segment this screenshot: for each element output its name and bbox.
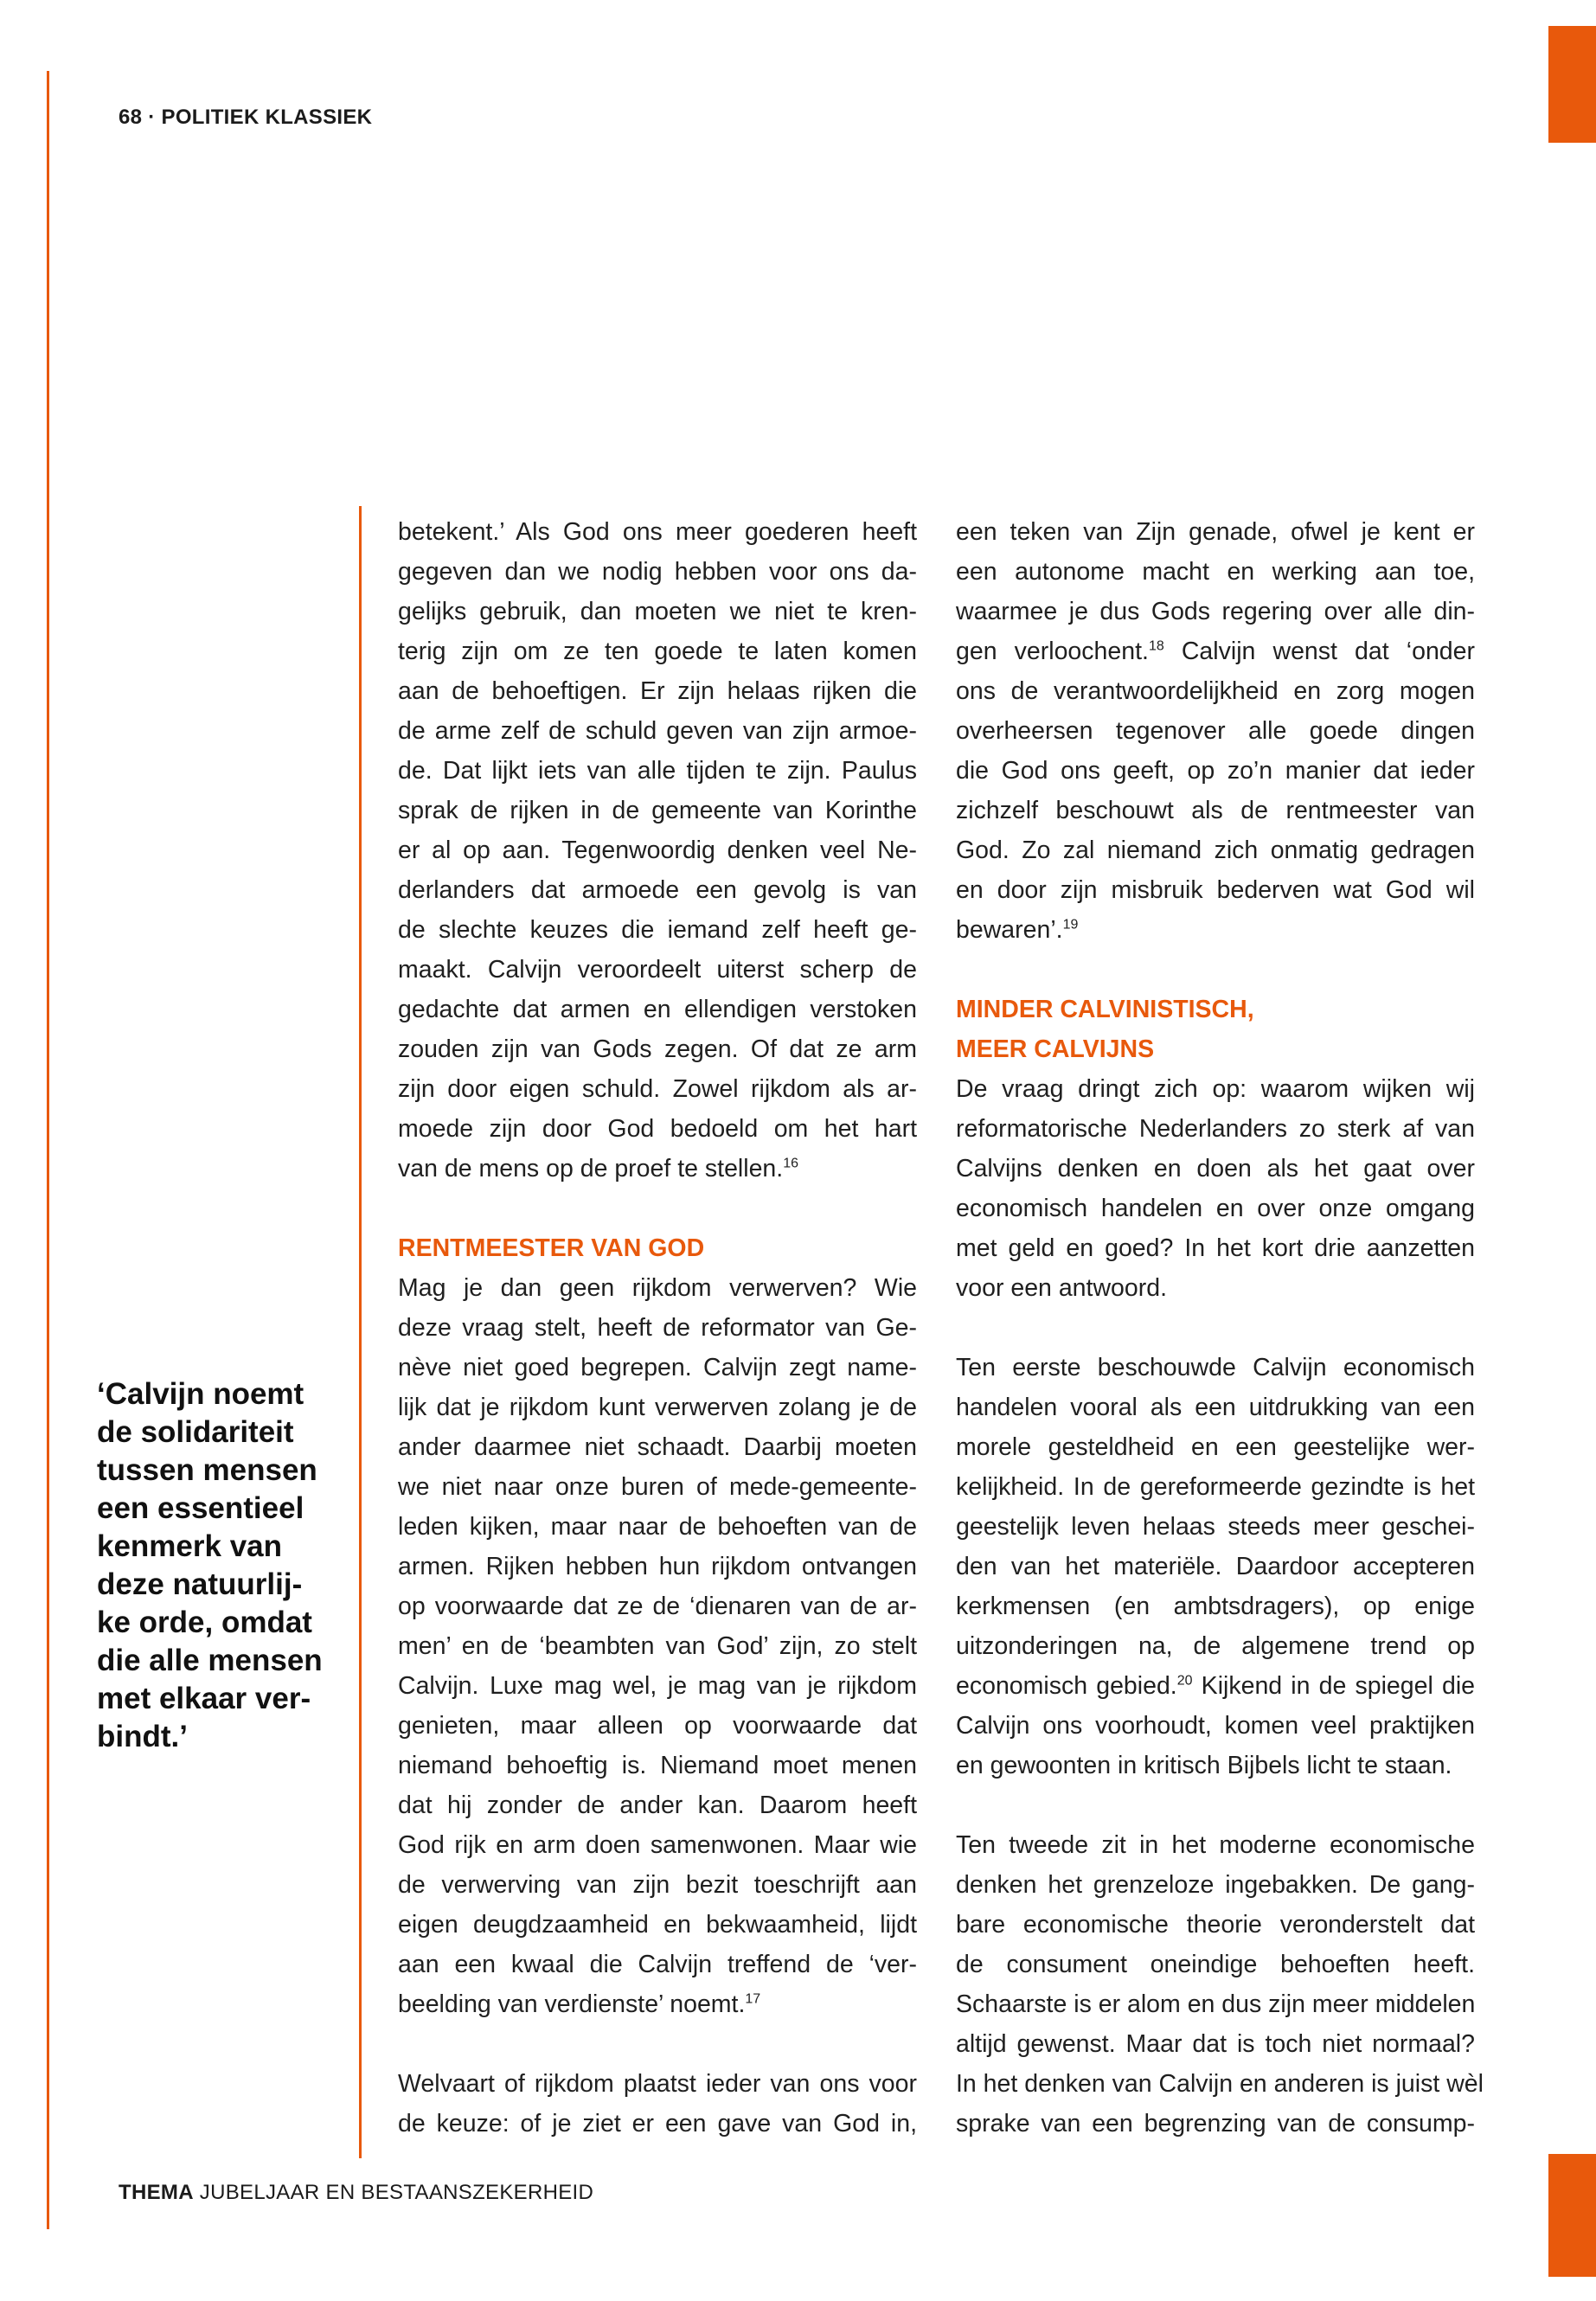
body-line: eigen deugdzaamheid en bekwaamheid, lijdt	[398, 1911, 917, 1939]
body-line: Mag je dan geen rijkdom verwerven? Wie	[398, 1274, 917, 1302]
pull-quote-line: met elkaar ver-	[97, 1682, 311, 1715]
body-line: Ten eerste beschouwde Calvijn economisch	[956, 1354, 1475, 1381]
column-divider-rule	[359, 506, 362, 2158]
pull-quote-line: de solidariteit	[97, 1415, 294, 1449]
body-line: gen verloochent.$^{18}$ Calvijn wenst dat ‘onder	[956, 638, 1476, 665]
body-line: maakt. Calvijn veroordeelt uiterst scherp de	[398, 956, 917, 984]
body-line: nève niet goed begrepen. Calvijn zegt name-	[398, 1354, 917, 1381]
left-margin-rule	[47, 71, 49, 2229]
body-line: Welvaart of rijkdom plaatst ieder van ons voor	[398, 2070, 917, 2098]
footer-theme-title: JUBELJAAR EN BESTAANSZEKERHEID	[193, 2181, 594, 2204]
text-column-right	[956, 512, 1484, 2144]
running-head: 68 · POLITIEK KLASSIEK	[119, 106, 373, 129]
body-line: armen. Rijken hebben hun rijkdom ontvangen	[398, 1553, 917, 1580]
body-line: God. Zo zal niemand zich onmatig gedragen	[956, 836, 1475, 864]
body-line: De vraag dringt zich op: waarom wijken wij	[956, 1075, 1475, 1103]
body-line: zijn door eigen schuld. Zowel rijkdom als ar-	[398, 1075, 917, 1103]
footnote-ref-19[interactable]: 19	[1062, 917, 1079, 933]
body-line: uitzonderingen na, de algemene trend op	[956, 1632, 1475, 1660]
section-heading: MINDER CALVINISTISCH,	[956, 996, 1254, 1023]
body-line: altijd gewenst. Maar dat is toch niet normaal?	[956, 2030, 1475, 2058]
section-heading: RENTMEESTER VAN GOD	[398, 1234, 705, 1262]
pull-quote-line: kenmerk van	[97, 1529, 283, 1563]
body-line: er al op aan. Tegenwoordig denken veel Ne-	[398, 836, 917, 864]
body-line: de. Dat lijkt iets van alle tijden te zijn. Paulus	[398, 757, 917, 785]
body-line: een autonome macht en werking aan toe,	[956, 558, 1475, 586]
section-heading: MEER CALVIJNS	[956, 1035, 1155, 1063]
body-line: de arme zelf de schuld geven van zijn armoe-	[398, 717, 917, 745]
body-line: de consument oneindige behoeften heeft.	[956, 1951, 1475, 1978]
body-line: moede zijn door God bedoeld om het hart	[398, 1115, 917, 1143]
body-line: op voorwaarde dat ze de ‘dienaren van de ar-	[398, 1593, 917, 1620]
body-line: die God ons geeft, op zo’n manier dat ieder	[956, 757, 1475, 785]
body-line: kelijkheid. In de gereformeerde gezindte is het	[956, 1473, 1475, 1501]
body-line: economisch handelen en over onze omgang	[956, 1195, 1475, 1222]
body-line: reformatorische Nederlanders zo sterk af van	[956, 1115, 1475, 1143]
body-line: sprak de rijken in de gemeente van Korinthe	[398, 797, 917, 824]
body-line: aan een kwaal die Calvijn treffend de ‘ver-	[398, 1951, 917, 1978]
body-line: deze vraag stelt, heeft de reformator van Ge-	[398, 1314, 917, 1342]
body-line: Calvijn. Luxe mag wel, je mag van je rijkdom	[398, 1672, 917, 1700]
body-line: lijk dat je rijkdom kunt verwerven zolang je de	[398, 1394, 917, 1421]
body-line: waarmee je dus Gods regering over alle din-	[956, 598, 1475, 625]
body-line: geestelijk leven helaas steeds meer geschei-	[956, 1513, 1475, 1541]
body-line: men’ en de ‘beambten van God’ zijn, zo stelt	[398, 1632, 917, 1660]
body-line: zichzelf beschouwt als de rentmeester van	[956, 797, 1475, 824]
body-line: de verwerving van zijn bezit toeschrijft aan	[398, 1871, 917, 1899]
text-column-left	[398, 512, 917, 2144]
pull-quote-line: deze natuurlij-	[97, 1567, 303, 1601]
page-footer	[119, 2181, 593, 2205]
body-line: Schaarste is er alom en dus zijn meer middelen	[956, 1990, 1476, 2018]
page-tab-top	[1548, 26, 1596, 143]
body-line: gedachte dat armen en ellendigen verstoken	[398, 996, 917, 1023]
footnote-ref-16[interactable]: 16	[783, 1156, 798, 1171]
body-line: derlanders dat armoede een gevolg is van	[398, 876, 917, 904]
footnote-ref-20[interactable]: 20	[1176, 1673, 1193, 1689]
body-line: gelijks gebruik, dan moeten we niet te kren-	[398, 598, 917, 625]
body-line: terig zijn om ze ten goede te laten komen	[398, 638, 917, 665]
body-line: en gewoonten in kritisch Bijbels licht te staan.	[956, 1752, 1452, 1779]
pull-quote	[97, 1375, 342, 1756]
body-line: Calvijns denken en doen als het gaat over	[956, 1155, 1475, 1183]
body-line: genieten, maar alleen op voorwaarde dat	[398, 1712, 917, 1740]
body-line: leden kijken, maar naar de behoeften van de	[398, 1513, 917, 1541]
body-line: handelen vooral als een uitdrukking van een	[956, 1394, 1475, 1421]
body-line: betekent.’ Als God ons meer goederen heeft	[398, 518, 917, 546]
body-line: een teken van Zijn genade, ofwel je kent er	[956, 518, 1475, 546]
pull-quote-line: die alle mensen	[97, 1644, 323, 1677]
body-line: morele gesteldheid en een geestelijke wer-	[956, 1433, 1475, 1461]
body-line: zouden zijn van Gods zegen. Of dat ze arm	[398, 1035, 917, 1063]
body-line: aan de behoeftigen. Er zijn helaas rijken die	[398, 677, 917, 705]
body-line: voor een antwoord.	[956, 1274, 1167, 1302]
body-line: en door zijn misbruik bederven wat God wil	[956, 876, 1475, 904]
body-line: niemand behoeftig is. Niemand moet menen	[398, 1752, 917, 1779]
footnote-ref-18[interactable]: 18	[1148, 638, 1164, 654]
body-line: de keuze: of je ziet er een gave van God in,	[398, 2110, 917, 2138]
body-line: ons de verantwoordelijkheid en zorg mogen	[956, 677, 1475, 705]
pull-quote-line: een essentieel	[97, 1491, 304, 1525]
body-line: God rijk en arm doen samenwonen. Maar wie	[398, 1831, 917, 1859]
body-line: dat hij zonder de ander kan. Daarom heeft	[398, 1791, 917, 1819]
pull-quote-line: tussen mensen	[97, 1453, 317, 1487]
body-line: Calvijn ons voorhoudt, komen veel praktijken	[956, 1712, 1475, 1740]
body-line: met geld en goed? In het kort drie aanzetten	[956, 1234, 1475, 1262]
body-line: kerkmensen (en ambtsdragers), op enige	[956, 1593, 1475, 1620]
body-line: bare economische theorie veronderstelt dat	[956, 1911, 1475, 1939]
body-line: overheersen tegenover alle goede dingen	[956, 717, 1475, 745]
pull-quote-line: ke orde, omdat	[97, 1606, 312, 1639]
body-line: In het denken van Calvijn en anderen is juist wèl	[956, 2070, 1484, 2098]
body-line: we niet naar onze buren of mede-gemeente-	[398, 1473, 917, 1501]
page-tab-bottom	[1548, 2154, 1596, 2277]
body-line: de slechte keuzes die iemand zelf heeft ge-	[398, 916, 917, 944]
pull-quote-line: bindt.’	[97, 1720, 188, 1753]
footer-theme-label: THEMA	[119, 2181, 194, 2204]
body-line: sprake van een begrenzing van de consump-	[956, 2110, 1475, 2138]
pull-quote-line: ‘Calvijn noemt	[97, 1377, 304, 1411]
body-line: ander daarmee niet schaadt. Daarbij moeten	[398, 1433, 917, 1461]
body-line: van de mens op de proef te stellen.$^{16}$	[398, 1155, 798, 1183]
body-line: economisch gebied.$^{20}$ Kijkend in de spiegel die	[956, 1672, 1475, 1700]
body-line: den van het materiële. Daardoor accepteren	[956, 1553, 1475, 1580]
body-line: bewaren’.$^{19}$	[956, 916, 1079, 944]
body-line: denken het grenzeloze ingebakken. De gang-	[956, 1871, 1475, 1899]
body-line: gegeven dan we nodig hebben voor ons da-	[398, 558, 917, 586]
body-line: beelding van verdienste’ noemt.$^{17}$	[398, 1990, 761, 2018]
body-line: Ten tweede zit in het moderne economische	[956, 1831, 1475, 1859]
footnote-ref-17[interactable]: 17	[745, 1991, 761, 2007]
